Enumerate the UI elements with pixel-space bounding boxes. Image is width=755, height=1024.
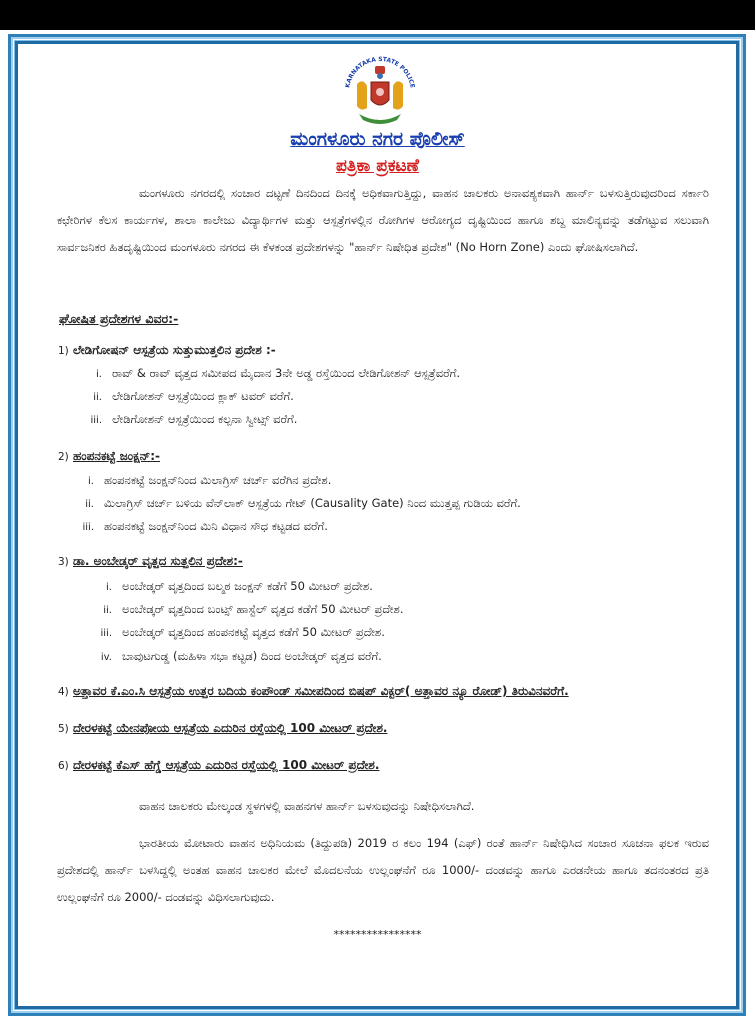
item-text: ಹಂಪನಕಟ್ಟೆ ಜಂಕ್ಷನ್‌ನಿಂದ ಮಿನಿ ವಿಧಾನ ಸೌಧ ಕಟ್ಟಡದ ವರೆಗೆ. — [104, 519, 328, 533]
section-title: ಡಾ. ಅಂಬೇಡ್ಕರ್ ವೃತ್ತದ ಸುತ್ತಲಿನ ಪ್ರದೇಶ:- — [72, 554, 243, 568]
section-title: ದೇರಳಕಟ್ಟೆ ಕೆಎಸ್ ಹೆಗ್ಡೆ ಆಸ್ಪತ್ರೆಯ ಎದುರಿನ ರಸ್ತೆಯಲ್ಲಿ 100 ಮೀಟರ್ ಪ್ರದೇಶ. — [72, 758, 380, 772]
item-numeral: iii. — [82, 522, 94, 533]
item-text: ಅಂಬೇಡ್ಕರ್ ವೃತ್ತದಿಂದ ಬಂಟ್ಸ್ ಹಾಸ್ಟೆಲ್ ವೃತ್ತದ ಕಡೆಗೆ 50 ಮೀಟರ್ ಪ್ರದೇಶ. — [122, 602, 404, 616]
list-item — [72, 519, 328, 534]
list-item — [90, 579, 373, 594]
press-release-subtitle — [0, 156, 755, 176]
item-numeral: ii. — [85, 499, 94, 510]
list-item — [80, 389, 294, 404]
list-item — [80, 366, 460, 381]
section-title: ದೇರಳಕಟ್ಟೆ ಯೇನಪೋಯ ಆಸ್ಪತ್ರೆಯ ಎದುರಿನ ರಸ್ತೆಯಲ್ಲಿ 100 ಮೀಟರ್ ಪ್ರದೇಶ. — [72, 721, 388, 735]
page-title — [0, 128, 755, 150]
section-number: 4) — [58, 686, 69, 698]
intro-paragraph: ಮಂಗಳೂರು ನಗರದಲ್ಲಿ ಸಂಚಾರ ದಟ್ಟಣೆ ದಿನದಿಂದ ದಿನಕ್ಕೆ ಅಧಿಕವಾಗುತ್ತಿದ್ದು, ವಾಹನ ಚಾಲಕರು ಅನಾವಶ್ಯಕವಾಗಿ ಹಾರ್ನ್ ಬಳಸುತ್ತಿರುವುದರಿಂದ ಸರ್ಕಾರಿ ಕಛೇರಿಗಳ ಕೆಲಸ ಕಾರ್ಯಗಳ, ಶಾಲಾ ಕಾಲೇಜು ವಿದ್ಯಾರ್ಥಿಗಳ ಮತ್ತು ಆಸ್ಪತ್ರೆಗಳಲ್ಲಿನ ರೋಗಿಗಳ ಆರೋಗ್ಯದ ದೃಷ್ಟಿಯಿಂದ ಹಾಗೂ ಶಬ್ದ ಮಾಲಿನ್ಯವನ್ನು ತಡೆಗಟ್ಟುವ ಸಲುವಾಗಿ ಸಾರ್ವಜನಿಕರ ಹಿತದೃಷ್ಟಿಯಿಂದ ಮಂಗಳೂರು ನಗರದ ಈ ಕೆಳಕಂಡ ಪ್ರದೇಶಗಳನ್ನು "ಹಾರ್ನ್ ನಿಷೇಧಿತ ಪ್ರದೇಶ" (No Horn Zone) ಎಂದು ಘೋಷಿಸಲಾಗಿದೆ. — [57, 186, 709, 254]
subtitle-text: ಪತ್ರಿಕಾ ಪ್ರಕಟಣೆ — [336, 156, 419, 176]
list-item — [80, 412, 297, 427]
item-numeral: ii. — [103, 605, 112, 616]
section-heading — [58, 758, 379, 773]
end-marker: **************** — [333, 928, 422, 941]
item-numeral: ii. — [93, 392, 102, 403]
list-item — [90, 602, 404, 617]
section-heading — [58, 684, 569, 699]
item-text: ಹಂಪನಕಟ್ಟೆ ಜಂಕ್ಷನ್‌ನಿಂದ ಮಿಲಾಗ್ರಿಸ್ ಚರ್ಚ್ ವರೆಗಿನ ಪ್ರದೇಶ. — [104, 473, 332, 487]
section-heading — [58, 343, 276, 358]
item-numeral: iv. — [100, 652, 112, 663]
penalty-paragraph: ಭಾರತೀಯ ಮೋಟಾರು ವಾಹನ ಅಧಿನಿಯಮ (ತಿದ್ದುಪಡಿ) 2019 ರ ಕಲಂ 194 (ಎಫ್) ರಂತೆ ಹಾರ್ನ್ ನಿಷೇಧಿಸಿದ ಸಂಚಾರ ಸೂಚನಾ ಫಲಕ ಇರುವ ಪ್ರದೇಶದಲ್ಲಿ ಹಾರ್ನ್ ಬಳಸಿದ್ದಲ್ಲಿ ಅಂತಹ ವಾಹನ ಚಾಲಕರ ಮೇಲೆ ಮೊದಲನೆಯ ಉಲ್ಲಂಘನೆಗೆ ರೂ 1000/- ದಂಡವನ್ನು ಹಾಗೂ ಎರಡನೇಯ ಹಾಗೂ ತದನಂತರದ ಪ್ರತಿ ಉಲ್ಲಂಘನೆಗೆ ರೂ 2000/- ದಂಡವನ್ನು ವಿಧಿಸಲಾಗುವುದು. — [57, 836, 709, 904]
item-text: ಅಂಬೇಡ್ಕರ್ ವೃತ್ತದಿಂದ ಹಂಪನಕಟ್ಟೆ ವೃತ್ತದ ಕಡೆಗೆ 50 ಮೀಟರ್ ಪ್ರದೇಶ. — [122, 625, 385, 639]
list-item — [90, 649, 382, 664]
top-black-bar — [0, 0, 755, 30]
section-number: 3) — [58, 556, 69, 568]
item-numeral: i. — [96, 369, 102, 380]
section-title: ಅತ್ತಾವರ ಕೆ.ಎಂ.ಸಿ ಆಸ್ಪತ್ರೆಯ ಉತ್ತರ ಬದಿಯ ಕಂಪೌಂಡ್ ಸಮೀಪದಿಂದ ಬಿಷಪ್ ವಿಕ್ಟರ್( ಅತ್ತಾವರ ನ್ಯೂ ರೋಡ್) ತಿರುವಿನವರೆಗೆ. — [72, 684, 569, 698]
karnataka-police-emblem — [335, 52, 425, 132]
section-heading — [58, 554, 243, 569]
item-text: ರಾವ್ & ರಾವ್ ವೃತ್ತದ ಸಮೀಪದ ಮೈದಾನ 3ನೇ ಅಡ್ಡ ರಸ್ತೆಯಿಂದ ಲೇಡಿಗೋಶನ್ ಆಸ್ಪತ್ರೆವರೆಗೆ. — [112, 366, 460, 380]
item-text: ಲೇಡಿಗೋಶನ್ ಆಸ್ಪತ್ರೆಯಿಂದ ಕಲ್ಪನಾ ಸ್ವೀಟ್ಸ್ ವರೆಗೆ. — [112, 412, 298, 426]
section-title: ಲೇಡಿಗೋಷನ್ ಆಸ್ಪತ್ರೆಯ ಸುತ್ತುಮುತ್ತಲಿನ ಪ್ರದೇಶ :- — [72, 343, 276, 357]
item-text: ಬಾವುಟಗುಡ್ಡ (ಮಹಿಳಾ ಸಭಾ ಕಟ್ಟಡ) ದಿಂದ ಅಂಬೇಡ್ಕರ್ ವೃತ್ತದ ವರೆಗೆ. — [122, 649, 382, 663]
svg-text:KARNATAKA STATE POLICE: KARNATAKA STATE POLICE — [344, 55, 416, 89]
section-number: 6) — [58, 760, 69, 772]
list-item — [72, 473, 331, 488]
item-numeral: iii. — [90, 415, 102, 426]
prohibition-paragraph: ವಾಹನ ಚಾಲಕರು ಮೇಲ್ಕಂಡ ಸ್ಥಳಗಳಲ್ಲಿ ವಾಹನಗಳ ಹಾರ್ನ್ ಬಳಸುವುದನ್ನು ನಿಷೇಧಿಸಲಾಗಿದೆ. — [139, 799, 475, 813]
section-heading — [58, 449, 160, 464]
item-numeral: iii. — [100, 628, 112, 639]
item-numeral: i. — [88, 476, 94, 487]
areas-heading: ಘೋಷಿತ ಪ್ರದೇಶಗಳ ವಿವರ:- — [59, 311, 179, 326]
section-number: 2) — [58, 451, 69, 463]
section-title: ಹಂಪನಕಟ್ಟೆ ಜಂಕ್ಷನ್:- — [72, 449, 160, 463]
list-item — [90, 625, 385, 640]
list-item — [72, 496, 521, 511]
item-text: ಅಂಬೇಡ್ಕರ್ ವೃತ್ತದಿಂದ ಬಲ್ಮಠ ಜಂಕ್ಷನ್ ಕಡೆಗೆ 50 ಮೀಟರ್ ಪ್ರದೇಶ. — [122, 579, 373, 593]
item-text: ಮಿಲಾಗ್ರಿಸ್ ಚರ್ಚ್ ಬಳಿಯ ವೆನ್‌ಲಾಕ್ ಆಸ್ಪತ್ರೆಯ ಗೇಟ್ (Causality Gate) ನಿಂದ ಮುತ್ತಪ್ಪ ಗುಡಿಯ ವರೆಗೆ. — [104, 496, 521, 510]
item-numeral: i. — [106, 582, 112, 593]
section-number: 5) — [58, 723, 69, 735]
section-number: 1) — [58, 345, 69, 357]
section-heading — [58, 721, 387, 736]
item-text: ಲೇಡಿಗೋಶನ್ ಆಸ್ಪತ್ರೆಯಿಂದ ಕ್ಲಾಕ್ ಟವರ್ ವರೆಗೆ. — [112, 389, 294, 403]
title-text: ಮಂಗಳೂರು ನಗರ ಪೊಲೀಸ್ — [290, 128, 465, 150]
